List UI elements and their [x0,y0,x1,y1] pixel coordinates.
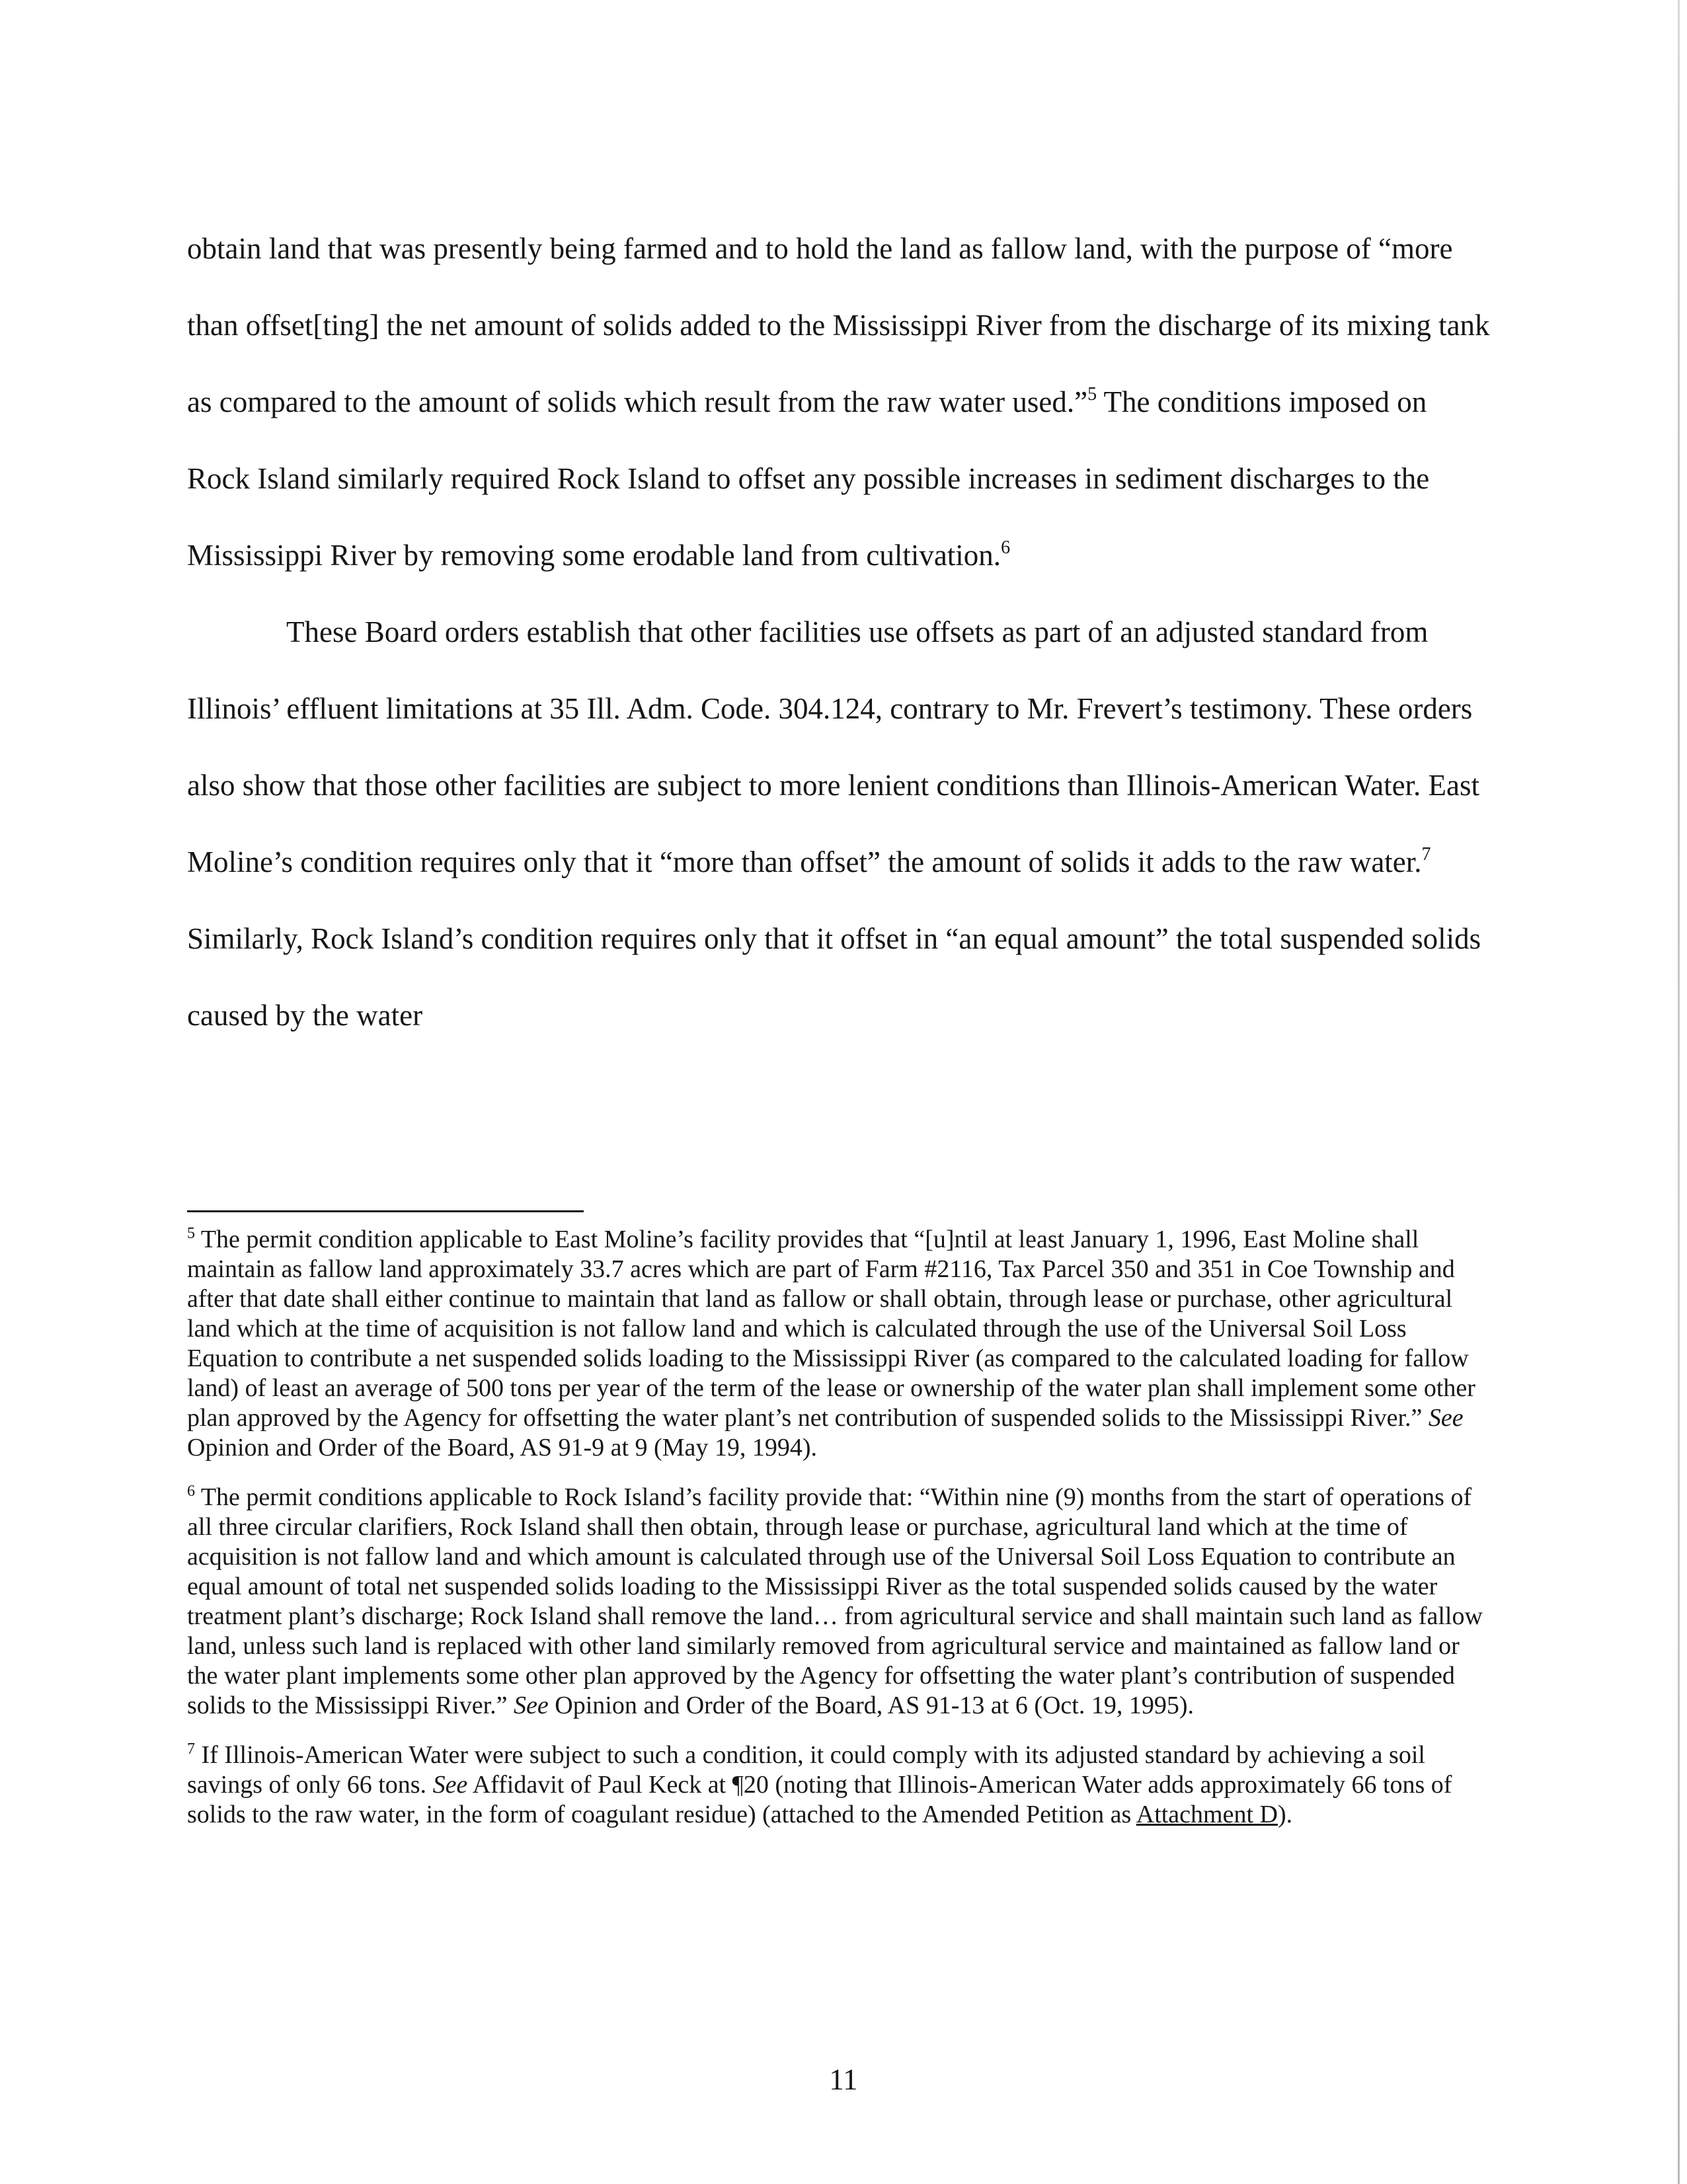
footnote-ref-6[interactable]: 6 [1001,537,1011,558]
footnote-6-text-a: The permit conditions applicable to Rock Island’s facility provide that: “Within nine (9) months from the start of operations of all three circular clarifiers, Rock Island shall then obtain, through lease or purchase, agricultural land which at the time of acquisition is not fallow land and which amount is calculated through use of the Universal Soil Loss Equation to contribute an equal amount of total net suspended solids loading to the Mississippi River as the total suspended solids caused by the water treatment plant’s discharge; Rock Island shall remove the land… from agricultural service and shall maintain such land as fallow land, unless such land is replaced with other land similarly removed from agricultural service and maintained as fallow land or the water plant implements some other plan approved by the Agency for offsetting the water plant’s contribution of suspended solids to the Mississippi River.” [187,1483,1483,1719]
footnote-5-text-a: The permit condition applicable to East Moline’s facility provides that “[u]ntil at least January 1, 1996, East Moline shall maintain as fallow land approximately 33.7 acres which are part of Farm #2116, Tax Parcel 350 and 351 in Coe Township and after that date shall either continue to maintain that land as fallow or shall obtain, through lease or purchase, other agricultural land which at the time of acquisition is not fallow land and which is calculated through the use of the Universal Soil Loss Equation to contribute a net suspended solids loading to the Mississippi River (as compared to the calculated loading for fallow land) of least an average of 500 tons per year of the term of the lease or ownership of the water plan shall implement some other plan approved by the Agency for offsetting the water plant’s net contribution of suspended solids to the Mississippi River.” [187,1226,1475,1432]
footnote-5 [187,1225,1483,1463]
footnote-6-text-b: Opinion and Order of the Board, AS 91-13 at 6 (Oct. 19, 1995). [548,1692,1194,1719]
footnote-5-text-b: Opinion and Order of the Board, AS 91-9 at 9 (May 19, 1994). [187,1434,818,1462]
footnote-5-see: See [1428,1404,1464,1432]
attachment-d-link[interactable]: Attachment D [1136,1801,1278,1828]
footnote-6 [187,1483,1483,1721]
paragraph-2-text-a: These Board orders establish that other facilities use offsets as part of an adjusted standard from Illinois’ effluent limitations at 35 Ill. Adm. Code. 304.124, contrary to Mr. Frevert’s testimony. These orders also show that those other facilities are subject to more lenient conditions than Illinois-American Water. East Moline’s condition requires only that it “more than offset” the amount of solids it adds to the raw water. [187,615,1480,878]
footnotes [187,1225,1483,1850]
paragraph-1-text-b: The conditions imposed on Rock Island similarly required Rock Island to offset any possible increases in sediment discharges to the Mississippi River by removing some erodable land from cultivation. [187,385,1430,572]
scan-edge [1678,0,1680,2184]
footnote-number: 7 [187,1740,195,1758]
footnote-number: 6 [187,1483,195,1500]
paragraph-1 [187,210,1493,594]
footnote-ref-5[interactable]: 5 [1087,384,1097,405]
paragraph-2-text-b: Similarly, Rock Island’s condition requires only that it offset in “an equal amount” the total suspended solids caused by the water [187,922,1481,1032]
page-number: 11 [829,2063,858,2096]
footnote-6-see: See [514,1692,549,1719]
paragraph-2 [187,594,1493,1054]
footnote-ref-7[interactable]: 7 [1421,844,1431,865]
footnote-number: 5 [187,1225,195,1242]
footnote-7-text-a: If Illinois-American Water were subject to such a condition, it could comply with its adjusted standard by achieving a soil savings of only 66 tons. [187,1741,1425,1799]
paragraph-1-text-a: obtain land that was presently being farmed and to hold the land as fallow land, with the purpose of “more than offset[ting] the net amount of solids added to the Mississippi River from the discharge of its mixing tank as compared to the amount of solids which result from the raw water used.” [187,232,1490,418]
footnote-separator [187,1210,584,1212]
body-text [187,210,1493,1054]
footnote-7-see: See [432,1771,468,1799]
footnote-7 [187,1740,1483,1830]
footnote-7-text-b: Affidavit of Paul Keck at ¶20 (noting that Illinois-American Water adds approximately 66 tons of solids to the raw water, in the form of coagulant residue) (attached to the Amended Petition as [187,1771,1452,1828]
footnote-7-text-c: ). [1277,1801,1293,1828]
